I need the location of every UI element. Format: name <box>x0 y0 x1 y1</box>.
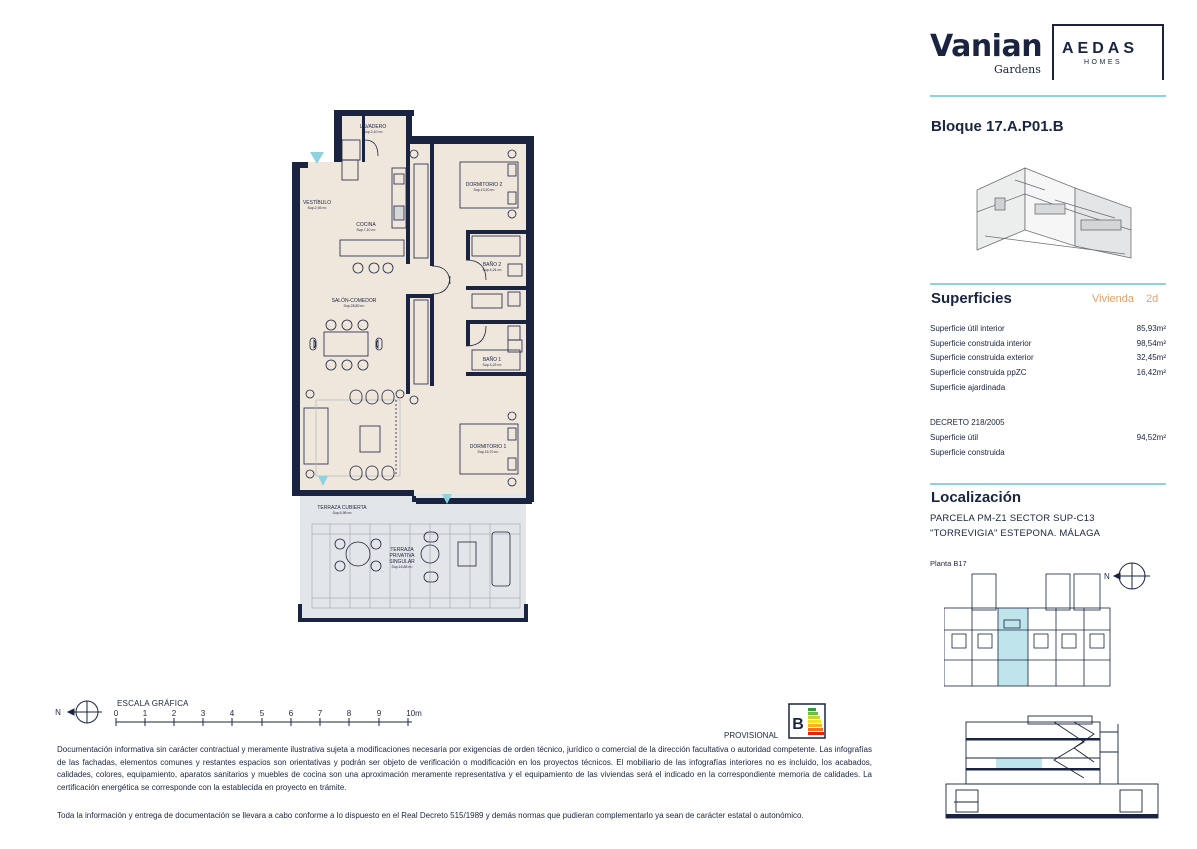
partner-logo-main: AEDAS <box>1062 40 1139 57</box>
scale-tick: 10m <box>406 709 422 718</box>
spec-value: 32,45m² <box>1136 353 1166 362</box>
unit-title: Bloque 17.A.P01.B <box>931 118 1064 135</box>
scale-title: ESCALA GRÁFICA <box>117 699 189 708</box>
room-salon-name: SALÓN-COMEDOR <box>331 298 377 304</box>
room-vestibulo-name: VESTÍBULO <box>302 200 332 206</box>
room-terraza-cubierta-area: Sup.6,98 m² <box>332 511 352 515</box>
room-terraza-privativa-line2: PRIVATIVA <box>389 553 415 559</box>
floor-plan <box>280 104 542 630</box>
room-dormitorio2-name: DORMITORIO 2 <box>465 182 503 188</box>
localizacion-title: Localización <box>931 489 1022 506</box>
site-plan <box>944 560 1166 692</box>
spec-label: Superficie construida ppZC <box>930 368 1027 377</box>
room-terraza-cubierta-name: TERRAZA CUBIERTA <box>317 505 367 511</box>
spec-label: Superficie construida exterior <box>930 353 1034 362</box>
brand-subtitle: Gardens <box>994 63 1041 76</box>
north-arrow-icon <box>68 701 102 723</box>
divider <box>930 95 1166 97</box>
room-dormitorio1-name: DORMITORIO 1 <box>469 444 507 450</box>
unit-type-value: 2d <box>1146 293 1159 305</box>
room-bano2-name: BAÑO 2 <box>482 262 502 268</box>
spec-row <box>930 448 1166 457</box>
spec-value: 16,42m² <box>1136 368 1166 377</box>
superficies-title: Superficies <box>931 290 1012 307</box>
room-bano1-name: BAÑO 1 <box>482 357 502 363</box>
scale-tick: 0 <box>113 709 119 718</box>
planta-label: Planta B17 <box>930 559 967 568</box>
disclaimer-paragraph: Documentación informativa sin carácter contractual y meramente ilustrativa sujeta a modificaciones necesaria por exigencias de orden técnico, jurídico o comercial de la dirección facultativa o autoridad competente. Las infografías de las fachadas, elementos comunes y restantes espacios son orientativas y podrán ser objeto de verificación o modificación en los proyectos técnicos. El mobiliario de las infografías interiores no es incluido, los acabados, calidades, colores, equipamiento, aparatos sanitarios y muebles de cocina son una aproximación meramente representativa y el equipamiento de las viviendas será el indicado en la correspondiente memoria de calidades. La certificación energética se corresponde con la establecida en proyecto en trámite. <box>57 745 872 792</box>
room-bano1-area: Sup.4,23 m² <box>482 363 502 367</box>
room-cocina-area: Sup.7,10 m² <box>356 228 376 232</box>
compass-icon <box>1114 563 1150 589</box>
divider <box>930 283 1166 285</box>
brand-name: Vanian <box>930 29 1043 64</box>
scale-tick: 5 <box>259 709 265 718</box>
room-dormitorio2-area: Sup.13,20 m² <box>473 188 495 192</box>
spec-label: Superficie útil interior <box>930 324 1005 333</box>
scale-tick: 7 <box>317 709 323 718</box>
scale-tick: 9 <box>376 709 382 718</box>
scale-bar <box>52 696 432 730</box>
spec-label: Superficie construida <box>930 448 1005 457</box>
spec-value: 98,54m² <box>1136 339 1166 348</box>
spec-row <box>930 433 1166 442</box>
room-bano2-area: Sup.4,24 m² <box>482 268 502 272</box>
spec-row <box>930 368 1166 377</box>
room-dormitorio1-area: Sup.15,70 m² <box>477 450 499 454</box>
room-lavadero-name: LAVADERO <box>359 124 387 130</box>
room-salon-area: Sup.28,80 m² <box>343 304 365 308</box>
energy-rating-badge <box>788 703 826 739</box>
room-terraza-privativa-line1: TERRAZA <box>390 547 414 553</box>
spec-label: Superficie construida interior <box>930 339 1032 348</box>
scale-tick: 6 <box>288 709 294 718</box>
scale-tick: 8 <box>346 709 352 718</box>
scale-tick: 2 <box>171 709 177 718</box>
room-terraza-privativa-area: Sup.16,88 m² <box>391 565 413 569</box>
energy-provisional-label: PROVISIONAL <box>724 731 779 740</box>
spec-label: Superficie útil <box>930 433 979 442</box>
north-letter: N <box>55 708 61 717</box>
decreto-title <box>930 418 1166 427</box>
spec-label: Superficie ajardinada <box>930 383 1006 392</box>
scale-tick: 4 <box>229 709 235 718</box>
room-cocina-name: COCINA <box>356 222 376 228</box>
decreto-label: DECRETO 218/2005 <box>930 418 1005 427</box>
divider <box>930 483 1166 485</box>
spec-row <box>930 383 1166 392</box>
spec-row <box>930 339 1166 348</box>
unit-type <box>1092 293 1158 305</box>
location-line: "TORREVIGIA" ESTEPONA. MÁLAGA <box>930 528 1101 539</box>
partner-logo-sub: HOMES <box>1084 59 1123 66</box>
spec-row <box>930 324 1166 333</box>
scale-ticks <box>116 718 412 726</box>
spec-value: 85,93m² <box>1136 324 1166 333</box>
room-terraza-privativa-line3: SINGULAR <box>389 559 415 565</box>
disclaimer-paragraph: Toda la información y entrega de documentación se llevara a cabo conforme a lo dispuesto en el Real Decreto 515/1989 y demás normas que pudieran complementarlo ya sean de carácter estatal o autonómico. <box>57 811 804 820</box>
room-vestibulo-area: Sup.2,93 m² <box>307 206 327 210</box>
building-render <box>975 160 1135 270</box>
brand-logo <box>930 30 1042 76</box>
unit-type-label: Vivienda <box>1092 293 1134 305</box>
partner-logo <box>1052 24 1164 80</box>
building-section <box>944 712 1166 822</box>
scale-tick: 3 <box>200 709 206 718</box>
scale-tick: 1 <box>142 709 148 718</box>
room-lavadero-area: Sup.2,10 m² <box>363 130 383 134</box>
compass-letter: N <box>1104 572 1110 581</box>
spec-value: 94,52m² <box>1136 433 1166 442</box>
energy-grade: B <box>792 716 804 733</box>
location-line: PARCELA PM-Z1 SECTOR SUP-C13 <box>930 513 1095 524</box>
spec-row <box>930 353 1166 362</box>
